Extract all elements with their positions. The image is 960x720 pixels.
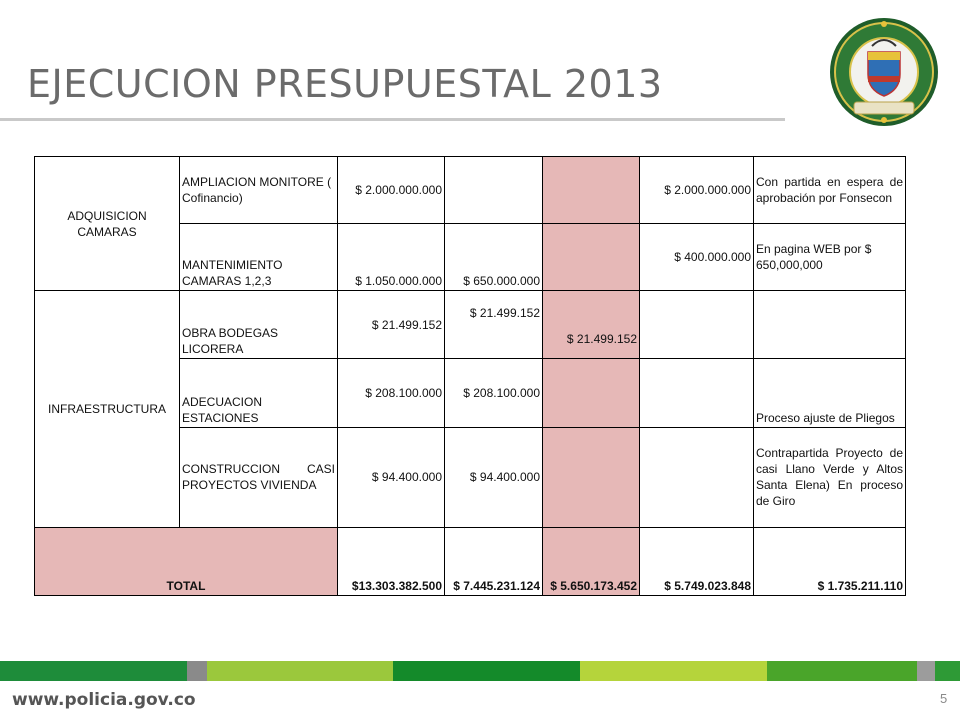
value-cell: $ 21.499.152 [445,291,543,359]
total-value: $ 1.735.211.110 [754,527,906,595]
footer-segment [187,661,207,681]
value-cell [543,157,640,224]
value-cell: $ 94.400.000 [445,427,543,527]
note-cell: Proceso ajuste de Pliegos [754,359,906,427]
footer-segment [580,661,767,681]
value-cell: $ 400.000.000 [640,224,754,291]
footer-segment [935,661,960,681]
value-cell: $ 21.499.152 [543,291,640,359]
title-underline [0,118,785,121]
footer-segment [917,661,935,681]
concept-cell: CONSTRUCCION CASI PROYECTOS VIVIENDA [180,427,338,527]
value-cell [543,359,640,427]
value-cell [640,291,754,359]
value-cell [445,157,543,224]
budget-table [34,156,906,596]
total-row [35,527,906,595]
value-cell: $ 650.000.000 [445,224,543,291]
group-label-infraestructura: INFRAESTRUCTURA [35,291,180,528]
police-emblem-icon [828,16,940,128]
footer-segment [767,661,917,681]
slide-title: EJECUCION PRESUPUESTAL 2013 [27,62,663,106]
table-row [35,157,906,224]
note-cell [754,291,906,359]
value-cell: $ 208.100.000 [338,359,445,427]
concept-cell: ADECUACION ESTACIONES [180,359,338,427]
value-cell: $ 2.000.000.000 [338,157,445,224]
concept-cell: MANTENIMIENTO CAMARAS 1,2,3 [180,224,338,291]
value-cell: $ 21.499.152 [338,291,445,359]
footer-website: www.policia.gov.co [12,690,196,710]
value-cell: $ 1.050.000.000 [338,224,445,291]
value-cell [640,427,754,527]
note-cell: Contrapartida Proyecto de casi Llano Verde y Altos Santa Elena) En proceso de Giro [754,427,906,527]
concept-cell: AMPLIACION MONITORE ( Cofinancio) [180,157,338,224]
total-value: $ 5.749.023.848 [640,527,754,595]
group-label-adquisicion: ADQUISICION CAMARAS [35,157,180,291]
value-cell [543,427,640,527]
table-row [35,291,906,359]
total-value: $ 5.650.173.452 [543,527,640,595]
footer-segment [393,661,580,681]
value-cell [543,224,640,291]
concept-cell: OBRA BODEGAS LICORERA [180,291,338,359]
total-value: $13.303.382.500 [338,527,445,595]
footer-segment [0,661,187,681]
total-value: $ 7.445.231.124 [445,527,543,595]
value-cell: $ 208.100.000 [445,359,543,427]
value-cell [640,359,754,427]
page-number: 5 [940,691,948,706]
value-cell: $ 94.400.000 [338,427,445,527]
footer-segment [207,661,393,681]
note-cell: Con partida en espera de aprobación por Fonsecon [754,157,906,224]
note-cell: En pagina WEB por $ 650,000,000 [754,224,906,291]
value-cell: $ 2.000.000.000 [640,157,754,224]
total-label: TOTAL [35,527,338,595]
footer-color-bar [0,661,960,681]
